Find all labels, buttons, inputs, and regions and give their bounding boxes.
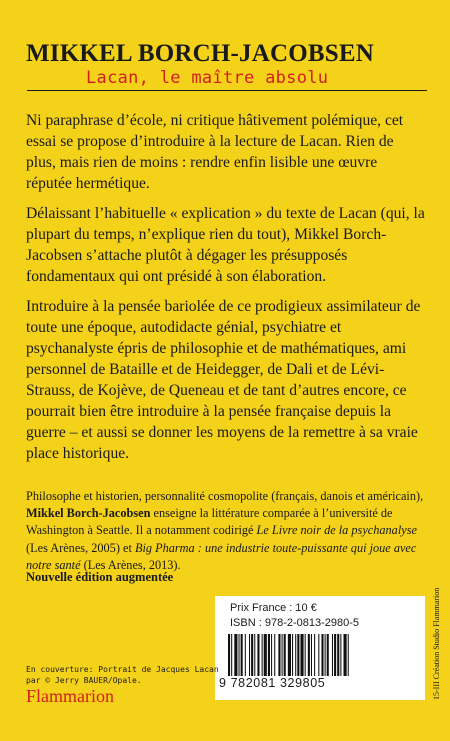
bio-text: (Les Arènes, 2005) et xyxy=(26,540,135,555)
price-label: Prix France : 10 € xyxy=(230,602,317,614)
blurb-paragraph: Introduire à la pensée bariolée de ce prodigieux assimilateur de toute une époque, autodidacte génial, psychiatre et psychanalyste épris de philosophie et de mathématiques, ami personnel de Bataille et de Heidegger, de Dali et de Lévi-Strauss, de Kojève, de Queneau et de tant d’autres encore, ce pourrait bien être introduire à la pensée française depuis la guerre – et aussi se donner les moyens de la remettre à sa vraie place historique. xyxy=(26,298,421,462)
bio-text: Philosophe et historien, personnalité cosmopolite (français, danois et américain), xyxy=(26,489,424,503)
bio-author-name: Mikkel Borch-Jacobsen xyxy=(26,506,151,521)
blurb-paragraph: Délaissant l’habituelle « explication » du texte de Lacan (qui, la plupart du temps, n’explique rien du tout), Mikkel Borch-Jacobsen s’attache plutôt à dégager les présupposés fondamentaux qui ont présidé à son élaboration. xyxy=(26,205,425,285)
ean-number: 9 782081 329805 xyxy=(219,676,326,690)
book-title: Lacan, le maître absolu xyxy=(86,68,329,88)
bio-text: (Les Arènes, 2013). xyxy=(80,557,181,572)
blurb-paragraph: Ni paraphrase d’école, ni critique hâtivement polémique, cet essai se propose d’introduire à la lecture de Lacan. Rien de plus, mais rien de moins : rendre enfin lisible une œuvre réputée hermétique. xyxy=(26,112,404,192)
author-name: MIKKEL BORCH-JACOBSEN xyxy=(26,40,374,67)
isbn-label: ISBN : 978-2-0813-2980-5 xyxy=(230,617,360,629)
side-credit: 15-III Création Studio Flammarion xyxy=(432,587,441,700)
bio-book-title: Le Livre noir de la psychanalyse xyxy=(256,523,417,538)
price-barcode-box xyxy=(215,596,425,700)
cover-credit xyxy=(26,664,219,686)
publisher-name: Flammarion xyxy=(26,686,114,706)
edition-note: Nouvelle édition augmentée xyxy=(26,570,174,584)
barcode-icon xyxy=(228,634,414,676)
credit-line: par © Jerry BAUER/Opale. xyxy=(26,676,142,685)
blurb xyxy=(26,110,426,473)
author-bio xyxy=(26,488,426,574)
title-divider xyxy=(27,90,427,91)
credit-line: En couverture: Portrait de Jacques Lacan xyxy=(26,665,219,674)
bio-text: enseigne la littérature comparée à l’université de Washington à Seattle. Il a notamment codirigé xyxy=(26,506,393,538)
bio-book-title: Big Pharma : une industrie toute-puissante qui joue avec notre santé xyxy=(26,540,417,572)
